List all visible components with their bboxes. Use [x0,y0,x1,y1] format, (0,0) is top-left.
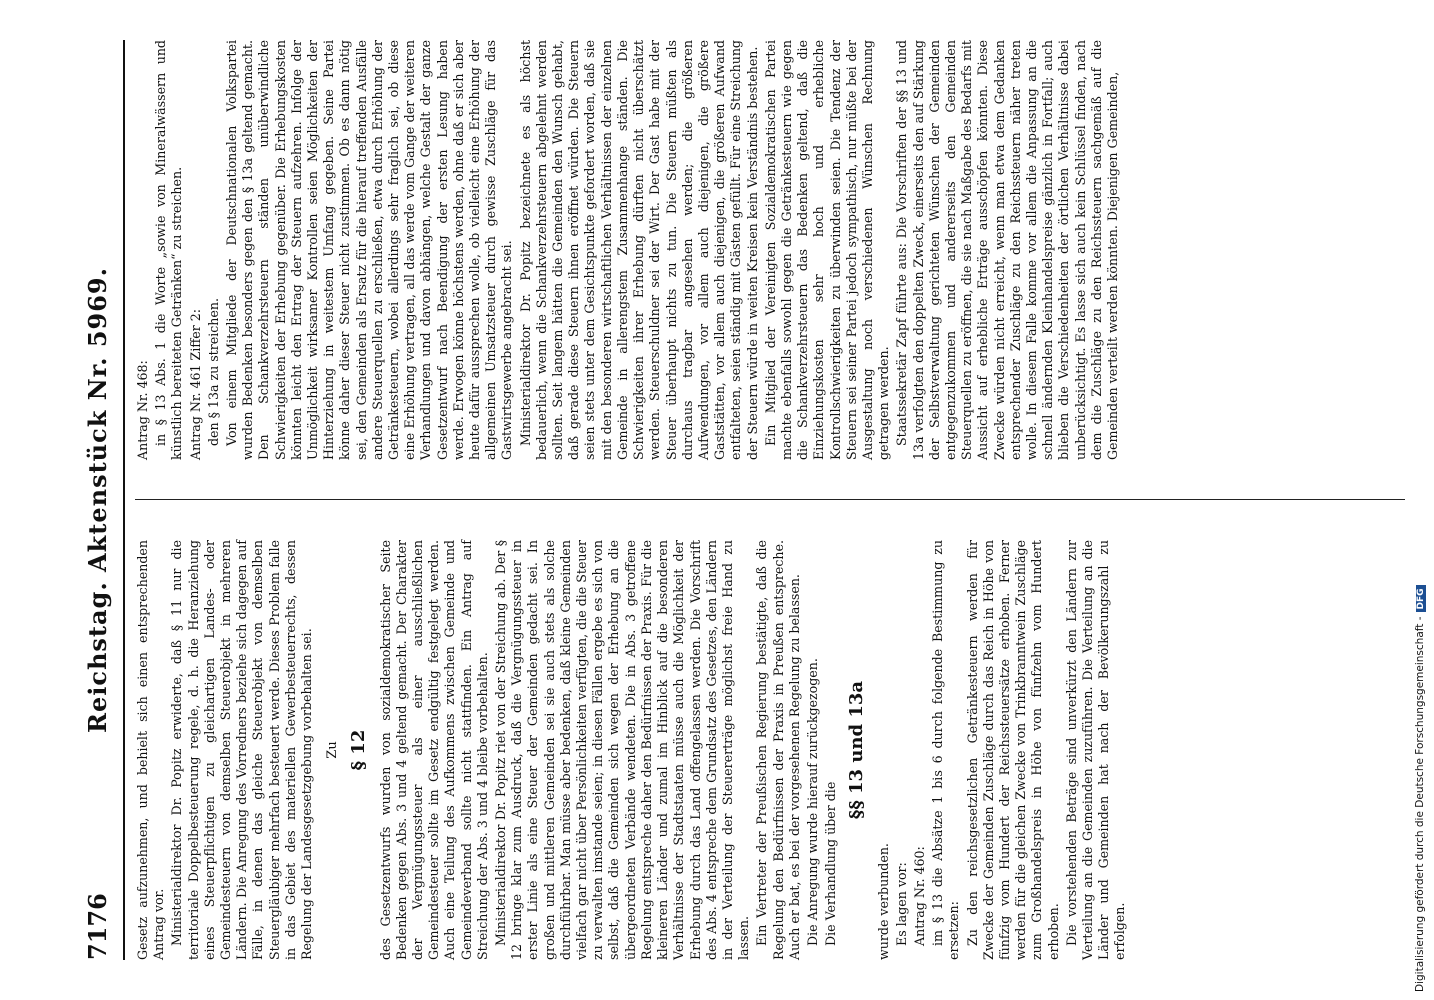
paragraph: Es lagen vor: [893,862,909,946]
paragraph: Antrag Nr. 468: [135,360,150,460]
paragraph: Ministerialdirektor Dr. Popitz riet von der Streichung ab. Der § 12 bringe klar zum Ausdruck, daß die Vergnügungssteuer in erster Linie als eine Steuer der Gemeinden gedacht sei. In großen und mittleren Gemeinden sei sie auch stets als solche durchführbar. Man müsse aber bedenken, daß kleine Gemeinden vielfach gar nicht über Persönlichkeiten verfügten, die die Steuer zu verwalten imstande seien; in diesen Fällen ergebe es sich von selbst, daß die Gemeinden sich wegen der Erhebung an die übergeordneten Verbände wendeten. Die in Abs. 3 getroffene Regelung entspreche daher den Bedürfnissen der Praxis. Für die kleineren Länder und zumal im Hinblick auf die besonderen Verhältnisse der Stadtstaaten müsse auch die Möglichkeit der Erhebung durch das Land offengelassen werden. Die Vorschrift des Abs. 4 entspreche dem Grundsatz des Gesetzes, den Ländern in der Verteilung der Steuererträge möglichst freie Hand zu lassen. [493,540,752,960]
column-divider [135,499,1405,500]
paragraph: im § 13 die Absätze 1 bis 6 durch folgende Bestimmung zu ersetzen: [930,540,962,960]
paragraph: Die Verhandlung über die [823,781,839,946]
paragraph: Staatssekretär Zapf führte aus: Die Vorschriften der §§ 13 und 13a verfolgten den doppelten Zweck, einerseits den auf Stärkung der Selbstverwaltung gerichteten Wünschen der Gemeinden entgegenzukommen und andererseits den Gemeinden Steuerquellen zu eröffnen, die sie nach Maßgabe des Bedarfs mit Aussicht auf erhebliche Erträge ausschöpfen könnten. Diese Zwecke würden nicht erreicht, wenn man etwa dem Gedanken entsprechender Zuschläge zu den Reichssteuern näher treten wolle. In diesem Falle komme vor allem die Anpassung an die schnell ändernden Kleinhandelspreise gänzlich in Fortfall; auch blieben die Verschiedenheiten der örtlichen Verhältnisse dabei unberücksichtigt. Es lasse sich auch kein Schlüssel finden, nach dem die Zuschläge zu den Reichssteuern sachgemäß auf die Gemeinden verteilt werden könnten. Diejenigen Gemeinden, [894,40,1120,460]
section-heading: §§ 13 und 13a [846,680,868,820]
paragraph: den § 13a zu streichen. [205,298,221,446]
page-header [79,40,125,960]
paragraph: Gesetz aufzunehmen, und behielt sich einen entsprechenden Antrag vor. [135,540,167,960]
document-page [65,0,1434,1000]
paragraph: Die Anregung wurde hierauf zurückgezogen. [804,658,820,946]
right-column [135,40,1123,460]
credit-text: Digitalisierung gefördert durch die Deutsche Forschungsgemeinschaft - [1414,616,1426,992]
section-heading: Zu [325,741,341,759]
scanned-page [65,0,1434,1000]
left-column [135,540,1131,960]
paragraph: in § 13 Abs. 1 die Worte „sowie von Mineralwässern und künstlich bereiteten Getränken“ zu streichen. [153,40,185,460]
paragraph: Ministerialdirektor Dr. Popitz erwiderte, daß § 11 nur die territoriale Doppelbesteuerung regele, d. h. die Heranziehung eines Steuerpflichtigen zu gleichartigen Landes- oder Gemeindesteuern von demselben Steuerobjekt in mehreren Ländern. Die Anregung des Vorredners beziehe sich dagegen auf Fälle, in denen das gleiche Steuerobjekt von demselben Steuergläubiger mehrfach besteuert werde. Dieses Problem falle in das Gebiet des materiellen Gewerbesteuerrechts, dessen Regelung der Landesgesetzgebung vorbehalten sei. [169,540,315,960]
paragraph: Ein Mitglied der Vereinigten Sozialdemokratischen Partei machte ebenfalls sowohl gegen die Getränkesteuern wie gegen die Schankverzehrsteuern das Bedenken geltend, daß die Einziehungskosten sehr hoch und erhebliche Kontrollschwierigkeiten zu überwinden seien. Die Tendenz der Steuern sei seiner Partei jedoch sympathisch, nur müßte bei der Ausgestaltung noch verschiedenen Wünschen Rechnung getragen werden. [762,40,892,460]
paragraph: Die vorstehenden Beträge sind unverkürzt den Ländern zur Verteilung an die Gemeinden zuzuführen. Die Verteilung an die Länder und Gemeinden hat nach der Bevölkerungszahl zu erfolgen. [1063,540,1128,960]
paragraph: Zu den reichsgesetzlichen Getränkesteuern werden für Zwecke der Gemeinden Zuschläge durch das Reich in Höhe von fünfzig vom Hundert der Reichssteuersätze erhoben. Ferner werden für die gleichen Zwecke von Trinkbranntwein Zuschläge zum Großhandelspreis in Höhe von fünfzehn vom Hundert erhoben. [964,540,1061,960]
page-number: 7176 [83,893,112,960]
paragraph: Ministerialdirektor Dr. Popitz bezeichnete es als höchst bedauerlich, wenn die Schankverzehrsteuern abgelehnt werden sollten. Seit langem hätten die Gemeinden den Wunsch gehabt, daß gerade diese Steuern ihnen eröffnet würden. Die Steuern seien stets unter dem Gesichtspunkte gefordert worden, daß sie mit den besonderen wirtschaftlichen Verhältnissen der einzelnen Gemeinde in allerengstem Zusammenhange ständen. Die Schwierigkeiten ihrer Erhebung dürften nicht überschätzt werden. Steuerschuldner sei der Wirt. Der Gast habe mit der Steuer überhaupt nichts zu tun. Die Steuern müßten als durchaus tragbar angesehen werden; die größeren Aufwendungen, vor allem auch diejenigen, die größere Gaststätten, vor allem auch diejenigen, die größeren Aufwand entfalteten, seien ständig mit Gästen gefüllt. Für eine Streichung der Steuern würde in weiten Kreisen kein Verständnis bestehen. [517,40,760,460]
paragraph: des Gesetzentwurfs wurden von sozialdemokratischer Seite Bedenken gegen Abs. 3 und 4 geltend gemacht. Der Charakter der Vergnügungssteuer als einer ausschließlichen Gemeindesteuer sollte im Gesetz endgültig festgelegt werden. Auch eine Teilung des Aufkommens zwischen Gemeinde und Gemeindeverband sollte nicht stattfinden. Ein Antrag auf Streichung der Abs. 3 und 4 bleibe vorbehalten. [377,540,490,960]
paragraph: Von einem Mitgliede der Deutschnationalen Volkspartei wurden Bedenken besonders gegen den § 13a geltend gemacht. Den Schankverzehrsteuern ständen unüberwindliche Schwierigkeiten der Erhebung gegenüber. Die Erhebungskosten könnten leicht den Ertrag der Steuern aufzehren. Infolge der Unmöglichkeit wirksamer Kontrollen seien Möglichkeiten der Hinterziehung in weitestem Umfang gegeben. Seine Partei könne daher dieser Steuer nicht zustimmen. Ob es dann nötig sei, den Gemeinden als Ersatz für die hierauf treffenden Ausfälle andere Steuerquellen zu erschließen, etwa durch Erhöhung der Getränkesteuern, wobei allerdings sehr fraglich sei, ob diese eine Erhöhung vertragen, all das werde vom Gange der weiteren Verhandlungen und davon abhängen, welche Gestalt der ganze Gesetzentwurf nach Beendigung der ersten Lesung haben werde. Erwogen könne höchstens werden, ohne daß er sich aber heute dafür aussprechen wolle, ob vielleicht eine Erhöhung der allgemeinen Umsatzsteuer durch gewisse Zuschläge für das Gastwirtsgewerbe angebracht sei. [224,40,515,460]
paragraph: wurde verbunden. [875,843,891,960]
page-title: Reichstag. Aktenstück Nr. 5969. [83,267,112,733]
dfg-badge: DFG [1416,585,1426,612]
paragraph: Antrag Nr. 460: [911,846,927,946]
paragraph: Antrag Nr. 461 Ziffer 2: [187,308,203,460]
paragraph: Ein Vertreter der Preußischen Regierung bestätigte, daß die Regelung den Bedürfnissen der Praxis in Preußen entspreche. Auch er bat, es bei der vorgesehenen Regelung zu belassen. [754,540,802,960]
sidebar-credit [1414,8,1430,992]
section-heading: § 12 [348,729,370,771]
